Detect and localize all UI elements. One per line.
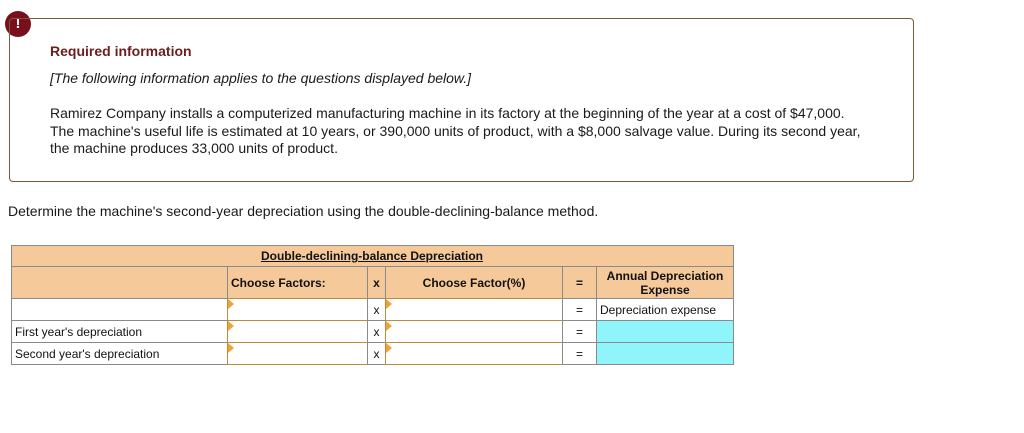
row3-answer-input[interactable]	[596, 342, 734, 365]
header-choose-factors: Choose Factors:	[227, 266, 368, 299]
header-multiply: x	[367, 266, 386, 299]
row1-factor-pct-input[interactable]	[385, 298, 563, 321]
row1-equals: =	[562, 298, 597, 321]
row3-multiply: x	[367, 342, 386, 365]
row1-label	[11, 298, 228, 321]
required-info-title: Required information	[50, 43, 192, 59]
header-equals: =	[562, 266, 597, 299]
question-text: Determine the machine's second-year depreciation using the double-declining-balance method.	[8, 203, 599, 219]
row2-label: First year's depreciation	[11, 320, 228, 343]
depreciation-worksheet	[11, 245, 734, 366]
row2-factor-pct-input[interactable]	[385, 320, 563, 343]
row1-factor-input[interactable]	[227, 298, 368, 321]
alert-icon: !	[5, 11, 31, 37]
header-annual-depreciation: Annual Depreciation Expense	[596, 266, 734, 299]
problem-statement: Ramirez Company installs a computerized manufacturing machine in its factory at the beginning of the year at a cost of $47,000. The machine's useful life is estimated at 10 years, or 390,000 units of product, with a $8,000 salvage value. During its second year, the machine produces 33,000 units of product.	[50, 105, 861, 156]
row2-factor-input[interactable]	[227, 320, 368, 343]
row3-equals: =	[562, 342, 597, 365]
required-info-note: [The following information applies to the questions displayed below.]	[50, 70, 472, 86]
row1-multiply: x	[367, 298, 386, 321]
row3-label: Second year's depreciation	[11, 342, 228, 365]
row2-equals: =	[562, 320, 597, 343]
header-choose-factor-pct: Choose Factor(%)	[385, 266, 563, 299]
header-blank	[11, 266, 228, 299]
row2-multiply: x	[367, 320, 386, 343]
row1-result-label: Depreciation expense	[596, 298, 734, 321]
row2-answer-input[interactable]	[596, 320, 734, 343]
row3-factor-input[interactable]	[227, 342, 368, 365]
row3-factor-pct-input[interactable]	[385, 342, 563, 365]
worksheet-title: Double-declining-balance Depreciation	[260, 249, 484, 263]
